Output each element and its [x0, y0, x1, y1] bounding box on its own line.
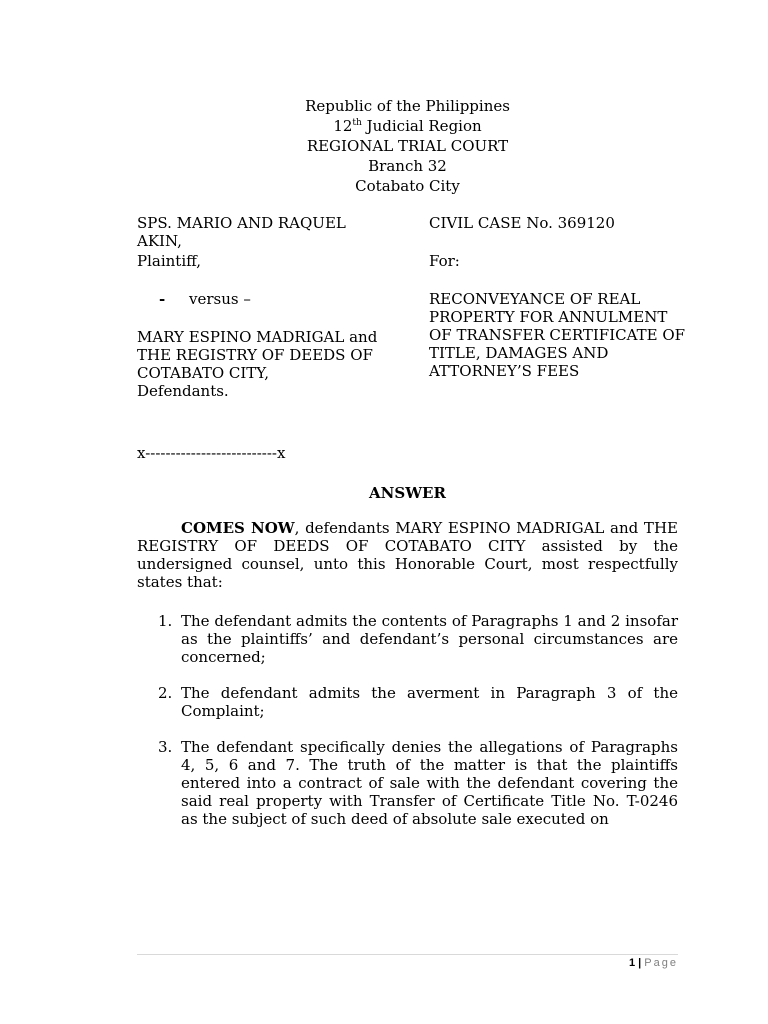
versus-line [137, 290, 387, 308]
case-caption-details [429, 214, 691, 380]
court-name: REGIONAL TRIAL COURT [306, 137, 509, 155]
court-region [137, 116, 678, 136]
court-region-suffix: th [352, 118, 362, 128]
footer-separator: | [638, 957, 642, 969]
page-number: 1 [628, 957, 636, 969]
document-title: ANSWER [369, 484, 446, 502]
footer-divider [137, 954, 678, 955]
list-item-number: 2. [158, 684, 173, 702]
page-footer [137, 956, 678, 970]
page-label: Page [644, 957, 678, 969]
list-item-text: The defendant admits the contents of Paragraphs 1 and 2 insofar as the plaintiffs’ and defendant’s personal circumstances are concerned; [181, 612, 678, 666]
plaintiffs-name: SPS. MARIO AND RAQUEL AKIN, [137, 214, 346, 250]
defendants-name: MARY ESPINO MADRIGAL and THE REGISTRY OF DEEDS OF COTABATO CITY, [137, 328, 378, 382]
for-label: For: [429, 252, 460, 270]
list-item [137, 738, 678, 828]
list-item [137, 612, 678, 666]
plaintiff-role: Plaintiff, [137, 252, 202, 270]
court-region-number: 12 [333, 117, 353, 135]
list-item-number: 1. [158, 612, 173, 630]
intro-lead: COMES NOW [181, 519, 295, 537]
list-item-text: The defendant specifically denies the allegations of Paragraphs 4, 5, 6 and 7. The truth of the matter is that the plaintiffs entered into a contract of sale with the defendant covering the said real property with Transfer of Certificate Title No. T-0246 as the subject of such deed of absolute sale executed on [181, 738, 678, 828]
versus-label: versus – [189, 290, 251, 308]
list-item [137, 684, 678, 720]
court-header [137, 96, 678, 196]
caption-separator: x--------------------------x [137, 444, 286, 462]
versus-dash: - [159, 290, 166, 308]
court-branch: Branch 32 [368, 157, 447, 175]
intro-paragraph [137, 519, 678, 591]
list-item-text: The defendant admits the averment in Paragraph 3 of the Complaint; [181, 684, 678, 720]
court-city: Cotabato City [355, 177, 460, 195]
court-country: Republic of the Philippines [305, 97, 510, 115]
defendant-role: Defendants. [137, 382, 229, 400]
case-caption-parties [137, 214, 387, 400]
allegations-list [137, 612, 678, 846]
case-nature: RECONVEYANCE OF REAL PROPERTY FOR ANNULMENT OF TRANSFER CERTIFICATE OF TITLE, DAMAGES AND ATTORNEY’S FEES [429, 290, 686, 380]
court-region-text: Judicial Region [361, 117, 482, 135]
intro-text: , defendants MARY ESPINO MADRIGAL and THE REGISTRY OF DEEDS OF COTABATO CITY assisted by the undersigned counsel, unto this Honorable Court, most respectfully states that: [137, 519, 678, 591]
list-item-number: 3. [158, 738, 173, 756]
case-number: CIVIL CASE No. 369120 [429, 214, 615, 232]
